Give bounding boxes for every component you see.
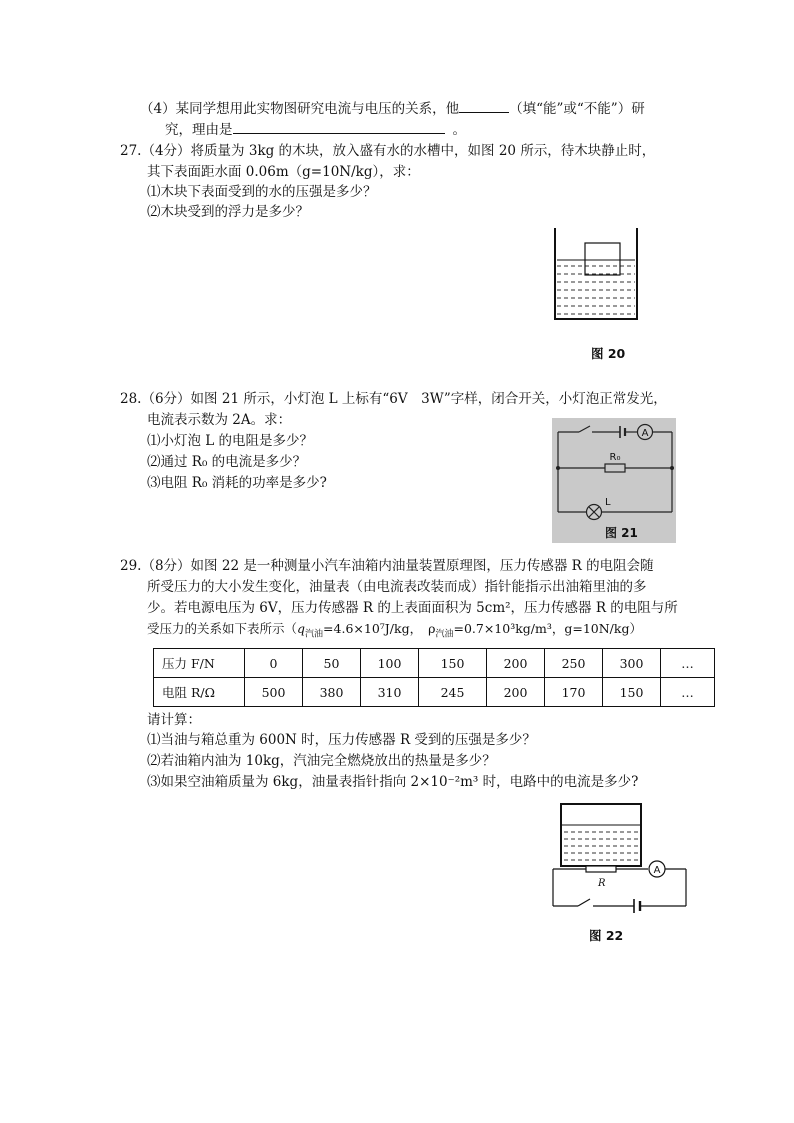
resistor-label: R₀ [609,452,621,463]
ammeter-label: A [641,428,649,439]
figure-21 [552,418,676,543]
table-cell: 100 [361,649,419,678]
q26-answer-blank-1[interactable] [459,99,509,113]
table-cell: 150 [603,678,661,707]
table-cell: … [661,678,715,707]
figure-20-caption: 图 20 [591,346,626,361]
q26-part4-line2-prefix: 究，理由是 [165,122,233,138]
table-cell: 250 [545,649,603,678]
q29-sub1: ⑴当油与箱总重为 600N 时，压力传感器 R 受到的压强是多少？ [147,732,536,748]
pressure-sensor [586,866,616,872]
ammeter-label: A [653,865,661,876]
q26-answer-blank-2[interactable] [233,120,445,134]
q28-sub3: ⑶电阻 R₀ 消耗的功率是多少? [147,475,327,491]
q26-part4-prefix: （4）某同学想用此实物图研究电流与电压的关系，他 [140,101,460,117]
table-cell: 50 [303,649,361,678]
table-cell: 150 [419,649,487,678]
q29-sub2: ⑵若油箱内油为 10kg，汽油完全燃烧放出的热量是多少？ [147,753,496,769]
table-row-pressure [154,649,715,678]
q28-sub2: ⑵通过 R₀ 的电流是多少？ [147,454,307,470]
table-row-resistance [154,678,715,707]
table-cell: 310 [361,678,419,707]
q26-part4-line2-end: 。 [452,122,466,138]
pressure-resistance-table [153,648,715,707]
table-cell: 200 [487,649,545,678]
q27-line2: 其下表面距水面 0.06m（g=10N/kg），求： [147,164,420,180]
table-cell: 380 [303,678,361,707]
table-cell: 170 [545,678,603,707]
q27-sub1: ⑴木块下表面受到的水的压强是多少？ [147,184,377,200]
table-cell: 0 [245,649,303,678]
q28-line2: 电流表示数为 2A。求： [147,412,292,428]
wood-block [585,243,620,275]
q29-line4: 受压力的关系如下表所示（$q_{汽油}=4.6\times 10^7J/kg$， $\rho_{汽油}=0.7\times 10^3kg/m^3$，g=10N/kg） [147,621,642,640]
table-cell: 245 [419,678,487,707]
table-cell: 300 [603,649,661,678]
oil-tank [561,804,641,866]
table-cell: … [661,649,715,678]
table-cell: 200 [487,678,545,707]
figure-20 [550,226,642,324]
q29-line3: 少。若电源电压为 6V，压力传感器 R 的上表面面积为 5cm²，压力传感器 R 的电阻与所 [147,600,678,616]
q27-line1: 27.（4分）将质量为 3kg 的木块，放入盛有水的水槽中，如图 20 所示，待木块静止时， [120,143,656,159]
q27-sub2: ⑵木块受到的浮力是多少？ [147,204,309,220]
q29-line2: 所受压力的大小发生变化，油量表（由电流表改装而成）指针能指示出油箱里油的多 [147,579,647,595]
sensor-label: R [598,878,606,889]
lamp-label: L [605,497,611,508]
q26-part4-line2 [165,120,466,139]
q29-line1: 29.（8分）如图 22 是一种测量小汽车油箱内油量装置原理图，压力传感器 R 的电阻会随 [120,558,654,574]
table-header-pressure: 压力 F/N [154,649,245,678]
q28-line1: 28.（6分）如图 21 所示，小灯泡 L 上标有“6V 3W”字样，闭合开关，小灯泡正常发光， [120,391,667,407]
figure-22-caption: 图 22 [589,928,624,943]
figure-21-caption: 图 21 [605,526,638,540]
q28-sub1: ⑴小灯泡 L 的电阻是多少？ [147,433,314,449]
figure-22 [548,800,693,920]
q26-part4-mid: （填“能”或“不能”）研 [509,101,645,117]
resistor-r0 [605,464,625,472]
table-header-resistance: 电阻 R/Ω [154,678,245,707]
q29-sub3: ⑶如果空油箱质量为 6kg，油量表指针指向 2×10⁻²m³ 时，电路中的电流是多少? [147,774,639,790]
q26-part4-line1 [140,99,645,118]
q29-ask: 请计算： [147,712,201,728]
table-cell: 500 [245,678,303,707]
